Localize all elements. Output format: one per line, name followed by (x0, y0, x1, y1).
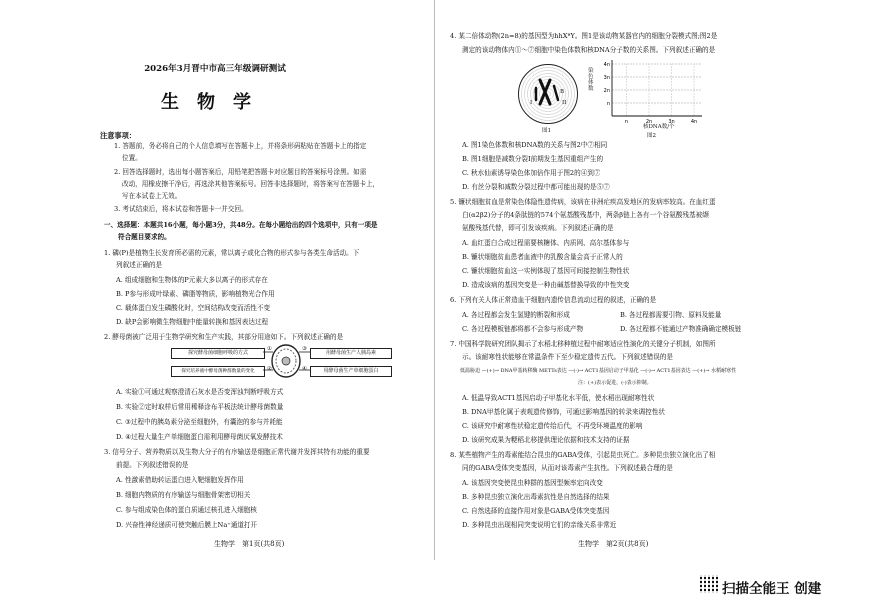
page-1 (0, 0, 430, 615)
diagram-box: 用酵母菌生产单细胞蛋白 (310, 366, 392, 377)
exam-title: 2026年3月晋中市高三年级调研测试 (144, 64, 286, 74)
y-tick-label: n (606, 101, 610, 107)
question-stem: 测定的该动物体内①～⑦细胞中染色体数和核DNA分子数的关系图。下列叙述正确的是 (462, 46, 716, 54)
x-tick-label: n (624, 119, 629, 125)
option-a: A. 低温导致ACT1基因启动子甲基化水平低，使水稻出现耐寒性状 (462, 394, 655, 402)
option-c: C. 秋水仙素诱导染色体加倍作用于图2的④到⑦ (462, 169, 601, 177)
diagram-box: 探究培养液中酵母菌种群数量的变化 (171, 366, 265, 377)
diagram-number: ① (267, 346, 272, 352)
option-d: D. 兴奋性神经递质可使突触后膜上Na⁺通道打开 (116, 521, 258, 529)
question-stem: 2. 酵母菌被广泛用于生物学研究和生产实践，其部分用途如下。下列叙述正确的是 (104, 333, 344, 341)
question-stem: 3. 信号分子、营养物质以及生物大分子的有序输送是细胞正常代谢并发挥其特有功能的重要 (104, 448, 370, 456)
diagram-number: ② (267, 366, 272, 372)
option-d: D. ④过程大量生产单细胞蛋白需利用酵母菌厌氧发酵技术 (116, 433, 283, 441)
subject-title: 生物学 (161, 92, 269, 113)
option-a: A. 各过程都会发生氢键的断裂和形成 (462, 311, 570, 319)
option-d: D. 缺P会影响微生物细胞中能量转换和基因表达过程 (116, 318, 269, 326)
question-stem: 4. 某二倍体动物(2n=8)的基因型为hhXᴮY。图1是该动物某器官内的细胞分裂模式图;图2是 (450, 32, 718, 40)
question-stem: 示。该耐寒性状能够在常温条件下至少稳定遗传五代。下列叙述错误的是 (462, 353, 673, 361)
option-b: B. 图1细胞是减数分裂Ⅰ前期发生基因重组产生的 (462, 155, 604, 163)
figure-caption: 图1 (542, 128, 551, 134)
chromosome-label: II (562, 100, 567, 106)
note-line: 2. 回答选择题时，选出每小题答案后，用铅笔把答题卡对应题目的答案标号涂黑。如需 (114, 168, 367, 176)
question-stem: 7. 中国科学院研究团队揭示了水稻北移种植过程中耐寒适应性演化的关键分子机制，如图所 (450, 340, 716, 348)
option-d: D. 有丝分裂和减数分裂过程中都可能出现的是⑤⑦ (462, 183, 610, 191)
y-tick-label: 3n (603, 75, 610, 81)
figure-2-grid (598, 58, 708, 130)
question-stem: 6. 下列有关人体正常造血干细胞内遗传信息流动过程的叙述，正确的是 (450, 296, 657, 304)
y-tick-label: 4n (603, 62, 610, 68)
figure-caption: 图2 (647, 133, 656, 139)
option-b: B. 实验②定时取样后常用稀释涂布平板法统计酵母菌数量 (116, 403, 284, 411)
option-a: A. 性激素借助转运蛋白进入靶细胞发挥作用 (116, 476, 244, 484)
note-line: 改动，用橡皮擦干净后，再选涂其他答案标号。回答非选择题时，将答案写在答题卡上， (122, 180, 380, 188)
page-footer: 生物学 第1页(共8页) (214, 540, 285, 548)
page-2 (438, 0, 870, 615)
question-stem: 5. 镰状细胞贫血是常染色体隐性遗传病，该病在非洲疟疾高发地区的发病率较高。在血红蛋 (450, 198, 716, 206)
x-tick-label: 3n (668, 119, 675, 125)
option-b: B. DNA甲基化属于表观遗传修饰，可通过影响基因的转录来调控性状 (462, 408, 665, 416)
note-line: 写在本试卷上无效。 (122, 192, 182, 200)
option-b: B. 镰状细胞贫血患者血液中的乳酸含量会高于正常人的 (462, 253, 623, 261)
option-a: A. 图1染色体数和核DNA数的关系与图2中⑦相同 (462, 141, 608, 149)
option-d: D. 该研究成果为粳稻北移提供理论依据和技术支持的证据 (462, 436, 630, 444)
option-d: D. 多种昆虫出现相同突变说明它们的亲缘关系非常近 (462, 521, 617, 529)
question-stem: 列叙述正确的是 (116, 261, 163, 269)
chromosome-label: I (530, 100, 533, 106)
option-c: C. 参与组成染色体的蛋白质通过核孔进入细胞核 (116, 506, 257, 514)
question-stem: 氨酸残基代替，即可引发该疾病。下列叙述正确的是 (462, 224, 614, 232)
question-stem: 白(α2β2)分子的4条肽链的574个氨基酸残基中，两条β链上各有一个谷氨酸残基被缬 (462, 211, 709, 219)
option-c: C. ③过程中的胰岛素分泌至细胞外，有囊泡的参与并耗能 (116, 418, 283, 426)
page-footer: 生物学 第2页(共8页) (578, 540, 649, 548)
section-heading: 一、选择题：本题共16小题，每小题3分，共48分。在每小题给出的四个选项中，只有一项是 (104, 221, 378, 229)
option-a: A. 组成细胞和生物体的P元素大多以离子的形式存在 (116, 276, 268, 284)
option-d: D. 造成该病的基因突变是一种由碱基替换导致的中性突变 (462, 281, 630, 289)
note-line: 3. 考试结束后，将本试卷和答题卡一并交回。 (114, 205, 248, 213)
x-tick-label: 2n (645, 119, 653, 125)
option-c: C. 镰状细胞贫血这一实例体现了基因可间接控制生物性状 (462, 267, 630, 275)
question-stem: 8. 某些植物产生的毒素能结合昆虫的GABA受体，引起昆虫死亡。多种昆虫独立演化出了相 (450, 451, 716, 459)
option-c: C. 该研究中耐寒性状稳定遗传给后代，不再受环境温度的影响 (462, 422, 643, 430)
notes-heading: 注意事项： (100, 131, 136, 140)
gene-label-h: h (534, 89, 538, 95)
note-line: 位置。 (122, 154, 142, 162)
scanner-watermark: 扫描全能王 创建 (722, 581, 822, 597)
pathway-diagram: 低温胁迫 —(+)→ DNA甲基转移酶 METTs表达 —(-)→ ACT1基因启动子甲基化 —(-)→ ACT1基因表达 —(+)→ 水稻耐寒性 (460, 368, 737, 374)
option-c: C. 载体蛋白发生磷酸化时，空间结构改变而活性不变 (116, 304, 271, 312)
option-c: C. 各过程模板链都将都不会参与形成产物 (462, 325, 584, 333)
option-a: A. 该基因突变使昆虫种群的基因型频率定向改变 (462, 479, 603, 487)
question-stem: 1. 磷(P)是植物生长发育所必需的元素，常以离子或化合物的形式参与各类生命活动。下 (104, 249, 360, 257)
gene-label-b: B (560, 89, 565, 95)
pathway-note: 注：(+)表示促进，(-)表示抑制。 (578, 380, 652, 386)
question-stem: 前提。下列叙述错误的是 (116, 461, 189, 469)
option-b: B. 细胞内物质的有序输送与细胞骨架密切相关 (116, 491, 251, 499)
diagram-box: 用酵母菌生产人胰岛素 (310, 348, 392, 359)
x-tick-label: 4n (690, 119, 698, 125)
option-d: D. 各过程都不能通过产物准确确定模板链 (620, 325, 742, 333)
note-line: 1. 答题前，务必将自己的个人信息填写在答题卡上，并将条形码粘贴在答题卡上的指定 (114, 142, 367, 150)
page-divider (434, 0, 435, 560)
option-a: A. 实验①可通过观察澄清石灰水是否变浑浊判断呼吸方式 (116, 388, 284, 396)
option-b: B. P参与形成叶绿素、磷脂等物质，影响植物光合作用 (116, 290, 275, 298)
option-c: C. 自然选择的直接作用对象是GABA受体突变基因 (462, 507, 610, 515)
diagram-box: 探究酵母菌细胞呼吸的方式 (171, 348, 265, 359)
qr-code-icon (700, 575, 718, 593)
option-b: B. 多种昆虫独立演化出毒素抗性是自然选择的结果 (462, 493, 610, 501)
y-tick-label: 2n (603, 88, 610, 94)
option-a: A. 血红蛋白合成过程需要核糖体、内质网、高尔基体参与 (462, 239, 630, 247)
diagram-number: ④ (302, 366, 307, 372)
section-heading: 符合题目要求的。 (118, 233, 171, 241)
chromosome-graphic (518, 64, 576, 122)
diagram-number: ③ (302, 346, 307, 352)
y-axis-label: 染色体数 (588, 68, 594, 92)
x-axis-label: 核DNA数/个 (643, 124, 675, 130)
question-stem: 同的GABA受体突变基因，从而对该毒素产生抗性。下列叙述最合理的是 (462, 464, 673, 472)
option-b: B. 各过程都需要引物、原料及能量 (620, 311, 722, 319)
